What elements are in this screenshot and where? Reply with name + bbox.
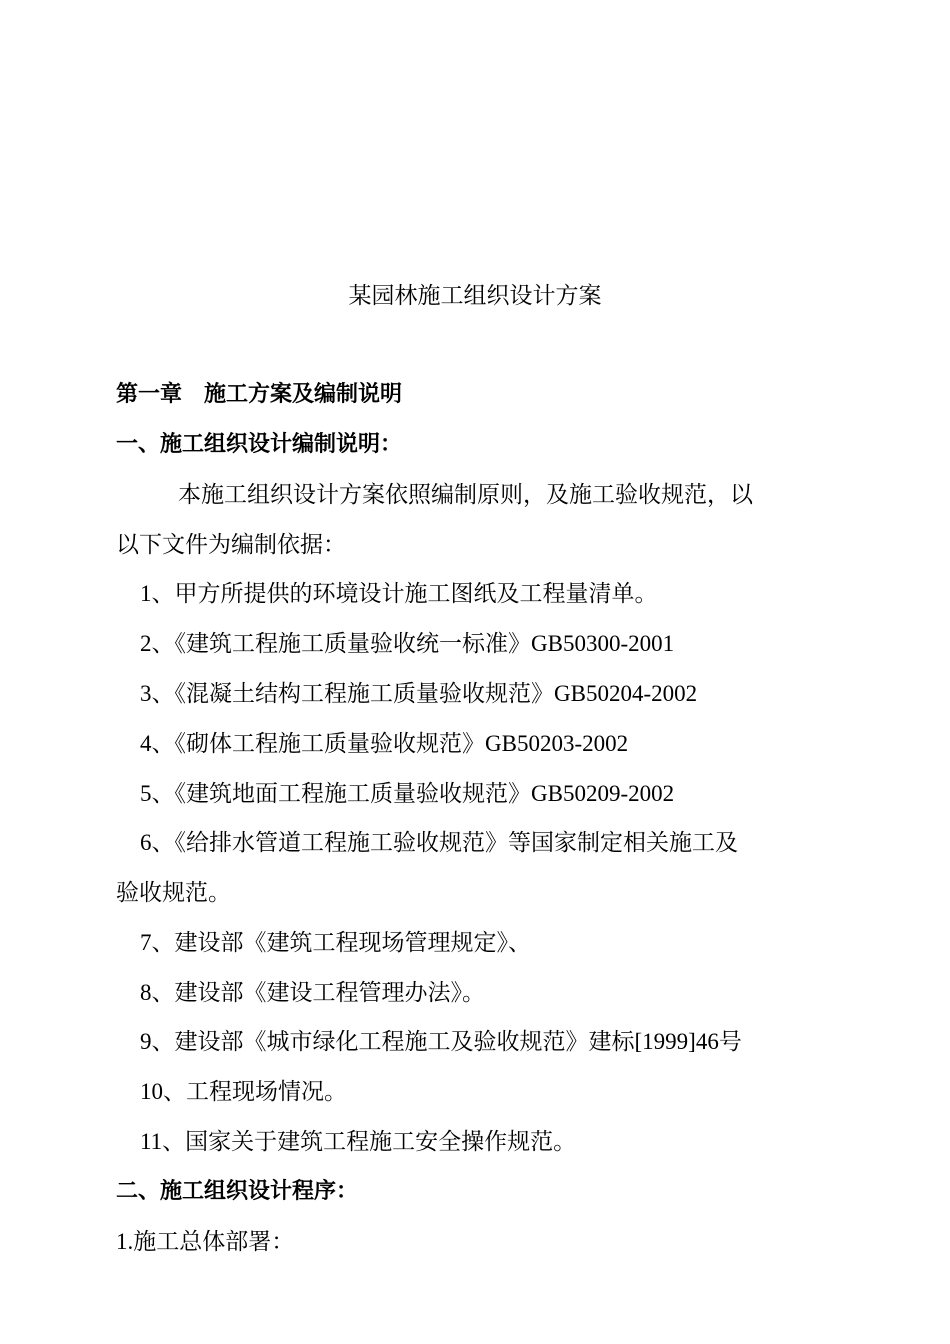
list-item: 10、工程现场情况。 [140,1079,347,1104]
list-item: 6、《给排水管道工程施工验收规范》等国家制定相关施工及 [140,830,738,855]
list-item: 5、《建筑地面工程施工质量验收规范》GB50209-2002 [140,781,675,806]
document-title: 某园林施工组织设计方案 [348,283,602,309]
section-heading-2: 二、施工组织设计程序： [116,1179,359,1204]
list-item: 7、建设部《建筑工程现场管理规定》、 [140,930,531,955]
list-item: 9、建设部《城市绿化工程施工及验收规范》建标[1999]46号 [140,1029,742,1054]
list-item: 11、国家关于建筑工程施工安全操作规范。 [140,1129,577,1154]
list-item: 8、建设部《建设工程管理办法》。 [140,980,485,1005]
chapter-heading: 第一章 施工方案及编制说明 [116,382,403,407]
list-item: 4、《砌体工程施工质量验收规范》GB50203-2002 [140,731,629,756]
list-item: 3、《混凝土结构工程施工质量验收规范》GB50204-2002 [140,681,698,706]
intro-paragraph-line-1: 本施工组织设计方案依照编制原则，及施工验收规范，以 [178,482,753,507]
list-item: 2、《建筑工程施工质量验收统一标准》GB50300-2001 [140,631,675,656]
subsection-heading: 1.施工总体部署： [116,1229,295,1254]
list-item-continuation: 验收规范。 [116,880,231,905]
list-item: 1、甲方所提供的环境设计施工图纸及工程量清单。 [140,581,658,606]
intro-paragraph-line-2: 以下文件为编制依据： [116,532,346,557]
section-heading-1: 一、施工组织设计编制说明： [116,432,403,457]
